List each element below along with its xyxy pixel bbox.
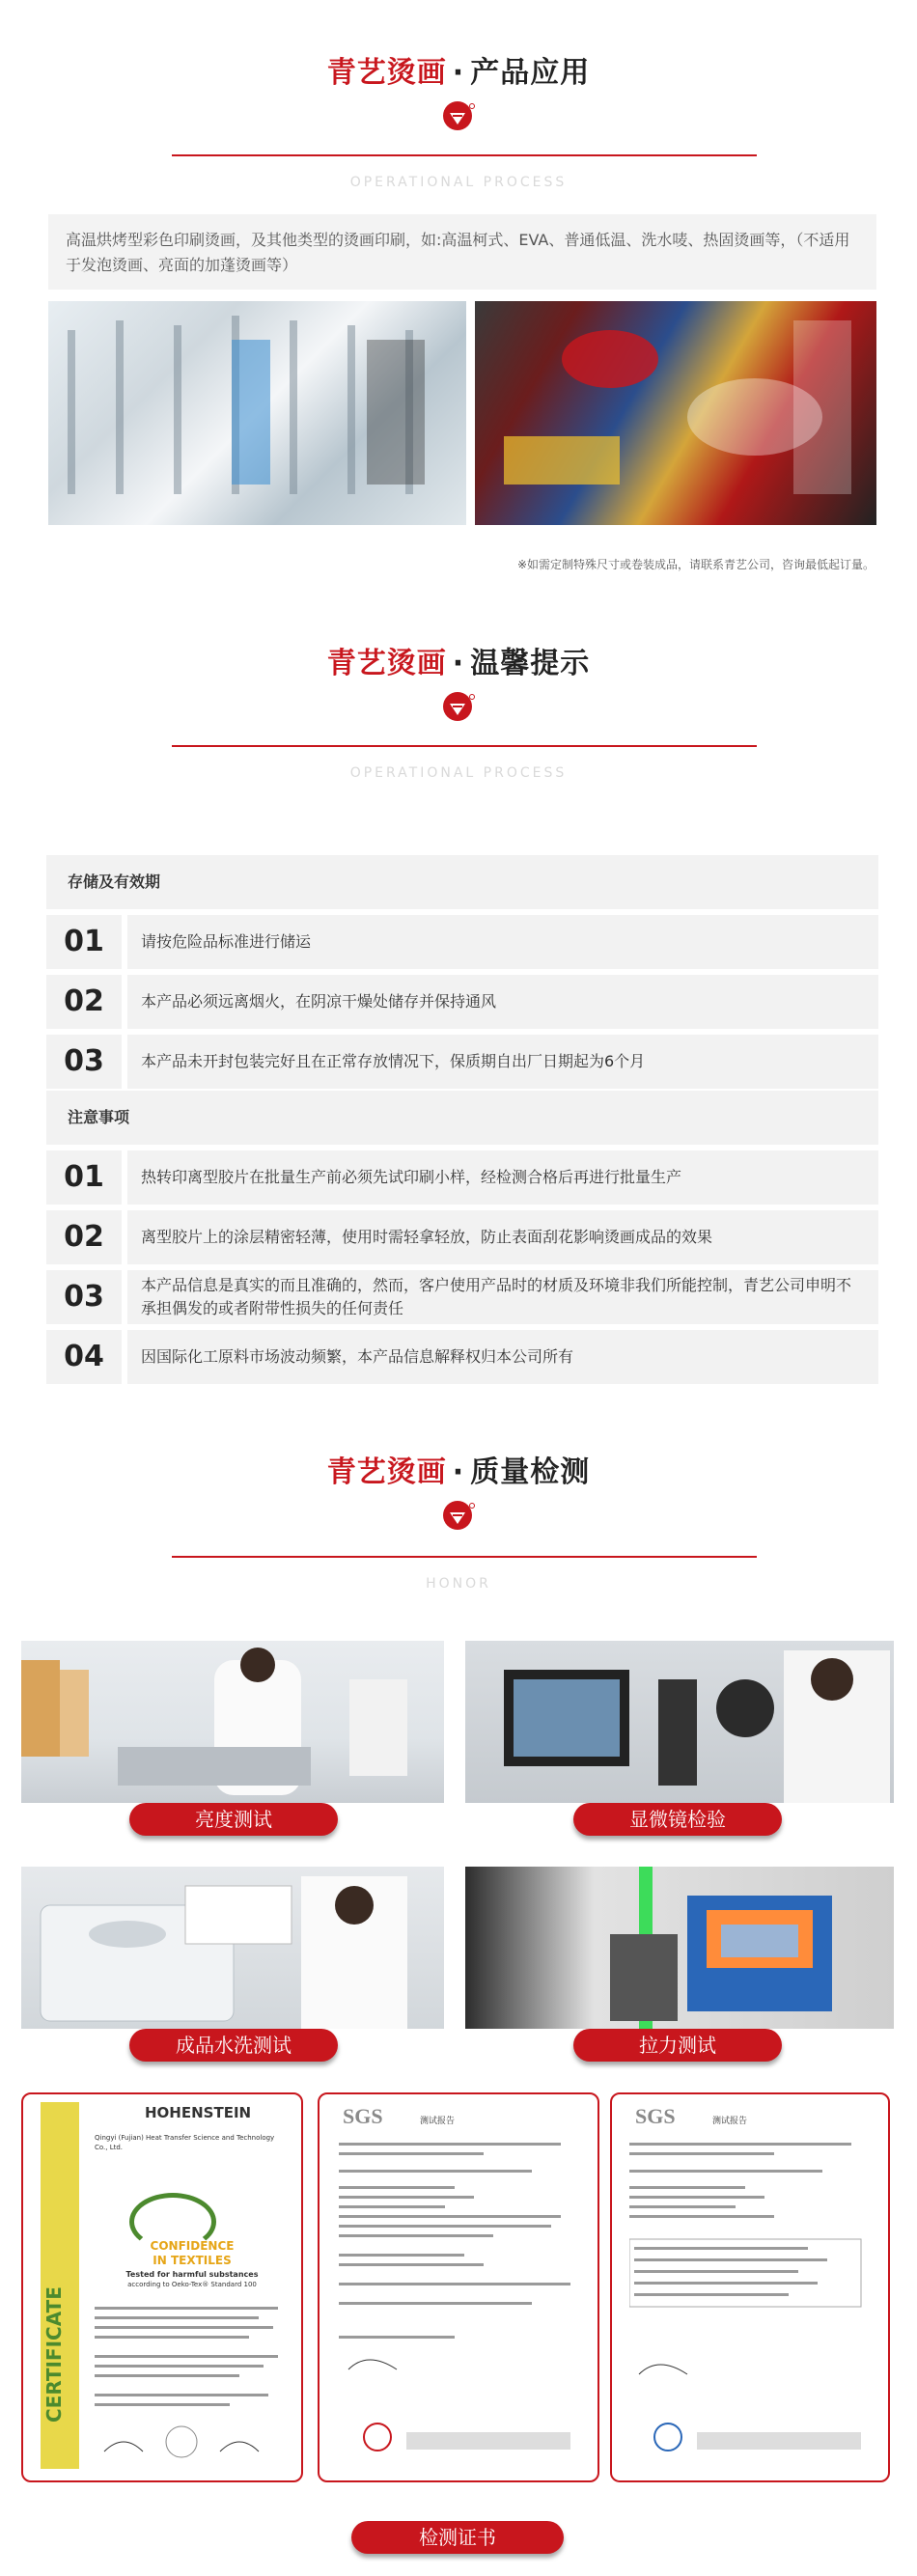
section-title: 青艺烫画 · 质量检测 <box>326 1455 591 1489</box>
confidence-line-3: Tested for harmful substances <box>125 2270 259 2279</box>
wash-test-image <box>21 1867 444 2029</box>
brand-logo-icon <box>439 98 478 137</box>
section-title: 青艺烫画 · 产品应用 <box>326 56 591 90</box>
tip-row: 02 离型胶片上的涂层精密轻薄，使用时需轻拿轻放，防止表面刮花影响烫画成品的效果 <box>46 1210 878 1264</box>
confidence-line-2: IN TEXTILES <box>153 2254 232 2267</box>
report-title: 测试报告 <box>712 2117 748 2126</box>
brand-logo-icon <box>439 1498 478 1537</box>
section-subtitle: OPERATIONAL PROCESS <box>349 175 568 190</box>
tip-row: 04 因国际化工原料市场波动频繁，本产品信息解释权归本公司所有 <box>46 1330 878 1384</box>
sgs-test-report-1 <box>318 2092 599 2482</box>
microscope-inspection-label: 显微镜检验 <box>573 1803 782 1836</box>
sgs-test-report-2 <box>610 2092 890 2482</box>
oeko-tex-certificate <box>21 2092 303 2482</box>
confidence-line-1: CONFIDENCE <box>150 2239 235 2253</box>
sgs-logo: SGS <box>343 2104 383 2128</box>
notice-title: 注意事项 <box>46 1091 878 1145</box>
brand-logo-icon <box>439 689 478 728</box>
hohenstein-logo: HOHENSTEIN <box>145 2104 252 2121</box>
application-intro: 高温烘烤型彩色印刷烫画，及其他类型的烫画印刷，如:高温柯式、EVA、普通低温、洗水唛、热固烫画等，（不适用于发泡烫画、亮面的加蓬烫画等） <box>48 214 876 290</box>
section-subtitle: HONOR <box>426 1576 491 1592</box>
storage-title: 存储及有效期 <box>46 855 878 909</box>
section-subtitle: OPERATIONAL PROCESS <box>349 765 568 781</box>
certificate-company: Qingyi (Fujian) Heat Transfer Science and Technology Co., Ltd. <box>95 2134 275 2151</box>
tip-row: 01 热转印离型胶片在批量生产前必须先试印刷小样，经检测合格后再进行批量生产 <box>46 1150 878 1205</box>
certificate-side-text <box>42 2388 66 2423</box>
colorful-transfer-prints-image <box>475 301 876 525</box>
section-title: 青艺烫画 · 温馨提示 <box>326 647 591 680</box>
storage-tips <box>46 855 878 1089</box>
transparent-film-rolls-image <box>48 301 466 525</box>
brightness-test-label: 亮度测试 <box>129 1803 338 1836</box>
confidence-line-4: according to Oeko-Tex® Standard 100 <box>127 2281 257 2288</box>
tip-row: 03 本产品未开封包装完好且在正常存放情况下，保质期自出厂日期起为6个月 <box>46 1035 878 1089</box>
section-header-application <box>0 54 917 137</box>
microscope-inspection-image <box>465 1641 894 1803</box>
divider-line <box>172 154 757 156</box>
tip-row: 02 本产品必须远离烟火，在阴凉干燥处储存并保持通风 <box>46 975 878 1029</box>
wash-test-label: 成品水洗测试 <box>129 2029 338 2062</box>
section-header-quality <box>0 1454 917 1537</box>
tensile-test-image <box>465 1867 894 2029</box>
divider-line <box>172 745 757 747</box>
section-header-tips <box>0 645 917 728</box>
divider-line <box>172 1556 757 1558</box>
tip-row: 01 请按危险品标准进行储运 <box>46 915 878 969</box>
notice-tips <box>46 1091 878 1384</box>
tensile-test-label: 拉力测试 <box>573 2029 782 2062</box>
certificate-label: 检测证书 <box>351 2521 564 2554</box>
sgs-logo: SGS <box>635 2104 676 2128</box>
custom-order-note: ※如需定制特殊尺寸或卷装成品，请联系青艺公司，咨询最低起订量。 <box>516 558 875 571</box>
tip-row: 03 本产品信息是真实的而且准确的，然而，客户使用产品时的材质及环境非我们所能控制，青艺公司申明不承担偶发的或者附带性损失的任何责任 <box>46 1270 878 1324</box>
report-title: 测试报告 <box>420 2117 456 2126</box>
brightness-test-image <box>21 1641 444 1803</box>
